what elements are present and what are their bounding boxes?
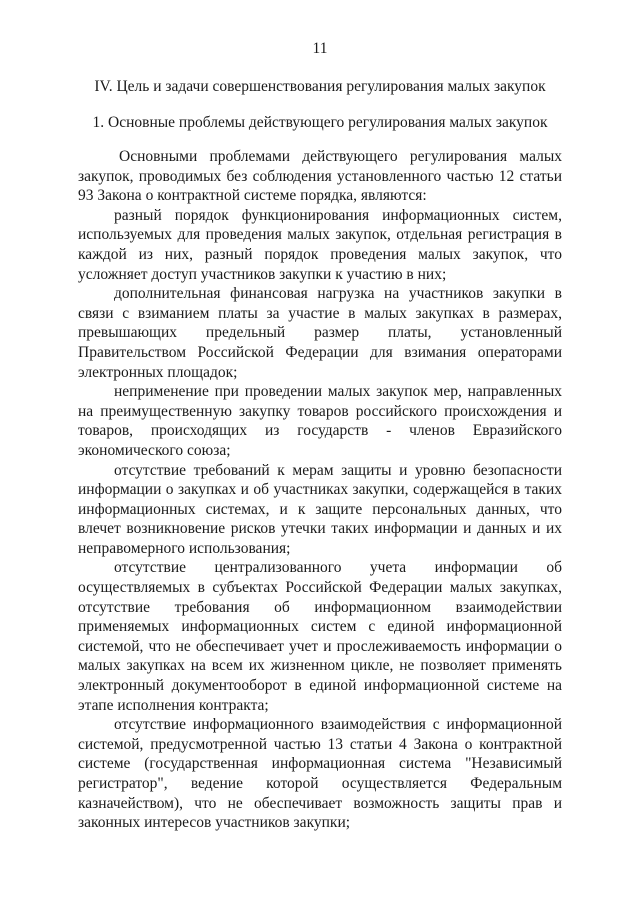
document-body: [78, 147, 562, 833]
section-title: IV. Цель и задачи совершенствования регулирования малых закупок: [94, 78, 546, 95]
problem-paragraph: дополнительная финансовая нагрузка на участников закупки в связи с взиманием платы за участие в малых закупках в размерах, превышающих предельный размер платы, установленный Правительством Российской Федерации для взимания операторами электронных площадок;: [78, 285, 562, 381]
problem-paragraph: отсутствие требований к мерам защиты и уровню безопасности информации о закупках и об участниках закупки, содержащейся в таких информационных системах, и к защите персональных данных, что влечет возникновение рисков утечки таких информации и данных и их неправомерного использования;: [78, 461, 562, 557]
subsection-title: 1. Основные проблемы действующего регулирования малых закупок: [92, 114, 548, 131]
intro-paragraph: Основными проблемами действующего регулирования малых закупок, проводимых без соблюдения установленного частью 12 статьи 93 Закона о контрактной системе порядка, являются:: [78, 148, 562, 205]
problem-paragraph: разный порядок функционирования информационных систем, используемых для проведения малых закупок, отдельная регистрация в каждой из них, разный порядок проведения малых закупок, что усложняет доступ участников закупки к участию в них;: [78, 206, 562, 283]
page-number: 11: [312, 40, 328, 57]
problem-paragraph: неприменение при проведении малых закупок мер, направленных на преимущественную закупку товаров российского происхождения и товаров, происходящих из государств - членов Евразийского экономического союза;: [78, 383, 562, 459]
problem-paragraph: отсутствие информационного взаимодействия с информационной системой, предусмотренной частью 13 статьи 4 Закона о контрактной системе (государственная информационная система "Независимый регистратор", ведение которой осуществляется Федеральным казначейством), что не обеспечивает возможность защиты прав и законных интересов участников закупки;: [78, 716, 562, 832]
problem-paragraph: отсутствие централизованного учета информации об осуществляемых в субъектах Российской Федерации малых закупках, отсутствие требования об информационном взаимодействии применяемых информационных систем с единой информационной системой, что не обеспечивает учет и прослеживаемость информации о малых закупках на всем их жизненном цикле, не позволяет применять электронный документооборот в единой информационной системе на этапе исполнения контракта;: [78, 559, 562, 714]
